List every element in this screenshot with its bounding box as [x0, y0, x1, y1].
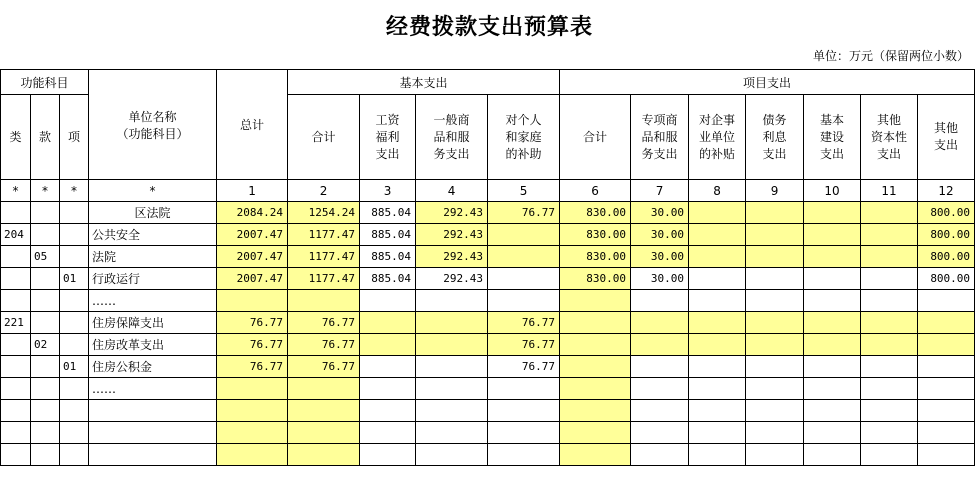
cell-lei — [1, 444, 31, 466]
cell-value — [488, 400, 560, 422]
cell-value — [488, 290, 560, 312]
table-row — [1, 246, 975, 268]
cell-value — [631, 312, 689, 334]
cell-value — [560, 290, 631, 312]
cell-value — [861, 246, 918, 268]
cell-kuan: 05 — [31, 246, 60, 268]
header-index-cell: 9 — [746, 180, 804, 202]
cell-value — [488, 246, 560, 268]
cell-value — [217, 400, 288, 422]
cell-value — [689, 224, 746, 246]
cell-value: 30.00 — [631, 246, 689, 268]
header-index-cell: 12 — [918, 180, 975, 202]
cell-value — [416, 312, 488, 334]
cell-value — [631, 290, 689, 312]
cell-value — [804, 268, 861, 290]
cell-unit-name: 行政运行 — [89, 268, 217, 290]
cell-value — [217, 422, 288, 444]
cell-value — [631, 444, 689, 466]
cell-value — [746, 290, 804, 312]
cell-value — [746, 444, 804, 466]
cell-kuan — [31, 290, 60, 312]
cell-value: 830.00 — [560, 246, 631, 268]
cell-value — [804, 356, 861, 378]
cell-value: 76.77 — [488, 202, 560, 224]
cell-value — [861, 290, 918, 312]
cell-value — [488, 378, 560, 400]
cell-kuan — [31, 312, 60, 334]
cell-value — [689, 202, 746, 224]
cell-xiang — [60, 202, 89, 224]
header-unit-name-text: 单位名称 （功能科目） — [116, 109, 189, 141]
cell-kuan — [31, 422, 60, 444]
cell-xiang — [60, 400, 89, 422]
cell-xiang — [60, 378, 89, 400]
cell-value: 885.04 — [360, 224, 416, 246]
cell-value — [918, 312, 975, 334]
header-kuan: 款 — [31, 95, 60, 180]
header-project-col: 专项商 品和服 务支出 — [631, 95, 689, 180]
cell-xiang: 01 — [60, 356, 89, 378]
cell-value — [804, 312, 861, 334]
cell-value — [861, 400, 918, 422]
cell-value — [861, 334, 918, 356]
cell-value — [288, 290, 360, 312]
cell-value — [488, 444, 560, 466]
table-row — [1, 378, 975, 400]
cell-value — [804, 246, 861, 268]
cell-value: 76.77 — [217, 334, 288, 356]
cell-value — [689, 378, 746, 400]
cell-kuan — [31, 224, 60, 246]
cell-value: 800.00 — [918, 224, 975, 246]
cell-value — [416, 422, 488, 444]
header-index-cell: 11 — [861, 180, 918, 202]
table-row — [1, 356, 975, 378]
cell-value — [746, 400, 804, 422]
cell-value — [288, 444, 360, 466]
cell-value — [488, 224, 560, 246]
cell-value: 885.04 — [360, 202, 416, 224]
cell-value — [416, 290, 488, 312]
cell-value: 1254.24 — [288, 202, 360, 224]
cell-unit-name — [89, 422, 217, 444]
cell-value — [804, 422, 861, 444]
header-basic-col: 工资 福利 支出 — [360, 95, 416, 180]
table-row — [1, 444, 975, 466]
header-xiang: 项 — [60, 95, 89, 180]
cell-value: 2007.47 — [217, 224, 288, 246]
header-basic: 基本支出 — [288, 70, 560, 95]
cell-value — [416, 444, 488, 466]
cell-value — [689, 422, 746, 444]
cell-value — [217, 444, 288, 466]
cell-value — [288, 378, 360, 400]
cell-value — [488, 422, 560, 444]
cell-unit-name — [89, 400, 217, 422]
header-project-col: 对企事 业单位 的补贴 — [689, 95, 746, 180]
cell-value — [861, 224, 918, 246]
header-index-cell: 2 — [288, 180, 360, 202]
cell-value: 1177.47 — [288, 246, 360, 268]
cell-value: 1177.47 — [288, 268, 360, 290]
cell-value: 830.00 — [560, 224, 631, 246]
cell-value — [746, 268, 804, 290]
cell-value — [560, 422, 631, 444]
cell-value — [360, 444, 416, 466]
cell-value — [360, 334, 416, 356]
cell-value — [360, 422, 416, 444]
cell-value — [918, 422, 975, 444]
cell-value: 76.77 — [288, 312, 360, 334]
cell-value: 30.00 — [631, 268, 689, 290]
cell-lei: 204 — [1, 224, 31, 246]
cell-value: 1177.47 — [288, 224, 360, 246]
header-unit-name — [89, 70, 217, 180]
cell-unit-name: 公共安全 — [89, 224, 217, 246]
cell-unit-name — [89, 444, 217, 466]
cell-value: 30.00 — [631, 202, 689, 224]
cell-xiang — [60, 312, 89, 334]
table-row — [1, 290, 975, 312]
cell-value: 885.04 — [360, 246, 416, 268]
header-index-cell: 5 — [488, 180, 560, 202]
cell-lei — [1, 268, 31, 290]
cell-value: 292.43 — [416, 224, 488, 246]
cell-value — [416, 378, 488, 400]
cell-value: 76.77 — [488, 334, 560, 356]
header-project-col: 其他 支出 — [918, 95, 975, 180]
cell-value — [689, 268, 746, 290]
header-project-col: 基本 建设 支出 — [804, 95, 861, 180]
cell-value — [861, 312, 918, 334]
cell-value — [360, 290, 416, 312]
table-row — [1, 422, 975, 444]
cell-value — [416, 334, 488, 356]
cell-value — [416, 356, 488, 378]
cell-value: 76.77 — [488, 356, 560, 378]
cell-xiang — [60, 246, 89, 268]
cell-kuan — [31, 400, 60, 422]
cell-value — [360, 400, 416, 422]
table-row — [1, 202, 975, 224]
header-project-col: 合计 — [560, 95, 631, 180]
cell-value — [631, 356, 689, 378]
cell-xiang — [60, 290, 89, 312]
cell-value — [560, 312, 631, 334]
cell-value — [918, 334, 975, 356]
header-index-cell: 1 — [217, 180, 288, 202]
cell-xiang — [60, 422, 89, 444]
cell-kuan — [31, 202, 60, 224]
cell-lei — [1, 290, 31, 312]
cell-value — [861, 378, 918, 400]
cell-value: 800.00 — [918, 268, 975, 290]
cell-unit-name: 住房保障支出 — [89, 312, 217, 334]
header-lei: 类 — [1, 95, 31, 180]
cell-value — [689, 444, 746, 466]
cell-value — [560, 400, 631, 422]
cell-value — [861, 202, 918, 224]
cell-value: 76.77 — [217, 356, 288, 378]
cell-value: 292.43 — [416, 268, 488, 290]
cell-lei — [1, 400, 31, 422]
cell-value — [804, 290, 861, 312]
header-index-cell: 10 — [804, 180, 861, 202]
cell-value — [560, 334, 631, 356]
header-index-cell: * — [60, 180, 89, 202]
cell-unit-name: 法院 — [89, 246, 217, 268]
cell-lei — [1, 422, 31, 444]
cell-value: 800.00 — [918, 246, 975, 268]
cell-value — [360, 312, 416, 334]
cell-value: 292.43 — [416, 202, 488, 224]
cell-value: 76.77 — [288, 356, 360, 378]
cell-value — [746, 246, 804, 268]
cell-value — [416, 400, 488, 422]
cell-value: 885.04 — [360, 268, 416, 290]
cell-value — [689, 312, 746, 334]
header-basic-col: 对个人 和家庭 的补助 — [488, 95, 560, 180]
unit-note: 单位：万元（保留两位小数） — [812, 49, 969, 63]
page-title: 经费拨款支出预算表 — [385, 14, 593, 40]
cell-value — [360, 378, 416, 400]
cell-value — [804, 202, 861, 224]
table-row — [1, 400, 975, 422]
budget-table — [0, 69, 975, 466]
cell-value: 292.43 — [416, 246, 488, 268]
cell-value — [746, 312, 804, 334]
cell-value — [861, 444, 918, 466]
cell-value: 2007.47 — [217, 268, 288, 290]
cell-unit-name: …… — [89, 290, 217, 312]
cell-value: 76.77 — [288, 334, 360, 356]
cell-value — [288, 422, 360, 444]
cell-value — [560, 444, 631, 466]
cell-lei — [1, 202, 31, 224]
header-basic-col: 合计 — [288, 95, 360, 180]
cell-value — [560, 378, 631, 400]
table-row — [1, 224, 975, 246]
header-index-cell: 3 — [360, 180, 416, 202]
header-project-col: 其他 资本性 支出 — [861, 95, 918, 180]
cell-value — [560, 356, 631, 378]
cell-value — [804, 400, 861, 422]
header-project: 项目支出 — [560, 70, 975, 95]
cell-value — [631, 334, 689, 356]
cell-lei — [1, 334, 31, 356]
cell-kuan — [31, 444, 60, 466]
cell-value — [288, 400, 360, 422]
cell-value — [918, 290, 975, 312]
cell-kuan — [31, 268, 60, 290]
cell-value — [631, 422, 689, 444]
cell-value — [360, 356, 416, 378]
cell-value — [746, 356, 804, 378]
cell-value: 2007.47 — [217, 246, 288, 268]
cell-kuan — [31, 356, 60, 378]
cell-value: 800.00 — [918, 202, 975, 224]
cell-value — [217, 290, 288, 312]
cell-value — [689, 334, 746, 356]
header-basic-col: 一般商 品和服 务支出 — [416, 95, 488, 180]
cell-unit-name: 区法院 — [89, 202, 217, 224]
cell-value — [804, 334, 861, 356]
cell-unit-name: 住房公积金 — [89, 356, 217, 378]
cell-value — [689, 290, 746, 312]
header-index-cell: * — [31, 180, 60, 202]
table-row — [1, 268, 975, 290]
header-index-cell: 8 — [689, 180, 746, 202]
cell-value — [217, 378, 288, 400]
cell-value — [861, 422, 918, 444]
cell-value — [746, 202, 804, 224]
header-total: 总计 — [217, 70, 288, 180]
cell-value — [746, 334, 804, 356]
header-func-subject: 功能科目 — [1, 70, 89, 95]
cell-value — [689, 356, 746, 378]
header-index-cell: 7 — [631, 180, 689, 202]
header-index-cell: 4 — [416, 180, 488, 202]
cell-value: 830.00 — [560, 202, 631, 224]
cell-lei: 221 — [1, 312, 31, 334]
cell-value: 2084.24 — [217, 202, 288, 224]
cell-value — [918, 444, 975, 466]
header-project-col: 债务 利息 支出 — [746, 95, 804, 180]
cell-lei — [1, 246, 31, 268]
cell-xiang — [60, 224, 89, 246]
cell-value — [746, 378, 804, 400]
cell-value — [631, 400, 689, 422]
cell-xiang — [60, 334, 89, 356]
cell-value: 830.00 — [560, 268, 631, 290]
cell-xiang: 01 — [60, 268, 89, 290]
cell-unit-name: …… — [89, 378, 217, 400]
cell-unit-name: 住房改革支出 — [89, 334, 217, 356]
cell-value — [918, 378, 975, 400]
cell-value — [746, 224, 804, 246]
cell-value — [918, 356, 975, 378]
cell-value: 76.77 — [488, 312, 560, 334]
cell-value — [804, 378, 861, 400]
header-index-cell: 6 — [560, 180, 631, 202]
cell-value: 76.77 — [217, 312, 288, 334]
cell-kuan: 02 — [31, 334, 60, 356]
table-row — [1, 334, 975, 356]
cell-value — [804, 224, 861, 246]
cell-value — [746, 422, 804, 444]
cell-value — [689, 246, 746, 268]
table-row — [1, 312, 975, 334]
cell-value — [689, 400, 746, 422]
header-index-cell: * — [1, 180, 31, 202]
cell-value — [488, 268, 560, 290]
cell-lei — [1, 356, 31, 378]
cell-value — [861, 356, 918, 378]
header-index-cell: * — [89, 180, 217, 202]
cell-value: 30.00 — [631, 224, 689, 246]
cell-value — [861, 268, 918, 290]
cell-lei — [1, 378, 31, 400]
cell-kuan — [31, 378, 60, 400]
cell-value — [918, 400, 975, 422]
cell-xiang — [60, 444, 89, 466]
cell-value — [804, 444, 861, 466]
cell-value — [631, 378, 689, 400]
